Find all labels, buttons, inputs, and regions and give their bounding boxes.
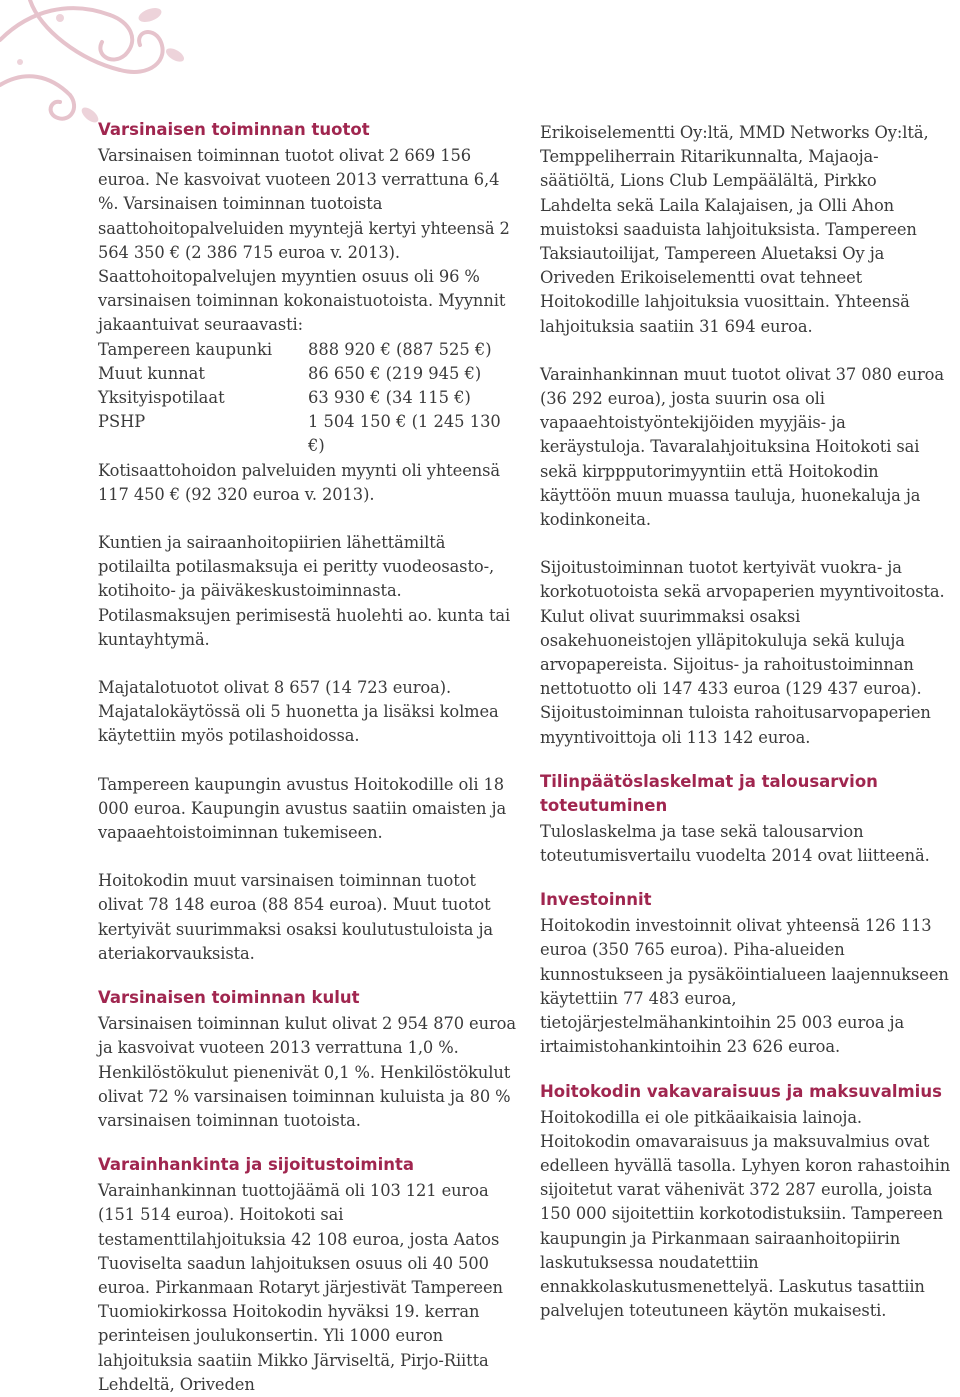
section-heading: Varainhankinta ja sijoitustoiminta bbox=[98, 1155, 415, 1175]
paragraph: Varsinaisen toiminnan kulut olivat 2 954 870 euroa ja kasvoivat vuoteen 2013 verrattuna 1,0 %. Henkilöstökulut pienenivät 0,1 %. Henkilöstökulut olivat 72 % varsinaisen toiminnan kuluista ja 80 % varsinaisen toiminnan tuotoista. bbox=[98, 1014, 516, 1130]
row-value: 1 504 150 € (1 245 130 €) bbox=[308, 412, 501, 456]
row-label: Muut kunnat bbox=[98, 363, 205, 383]
paragraph: Hoitokodilla ei ole pitkäaikaisia lainoja. Hoitokodin omavaraisuus ja maksuvalmius ovat edelleen hyvällä tasolla. Lyhyen koron rahastoihin sijoitetut varat vähenivät 372 287 eurolla, joista 150 000 sijoitettiin korkotodistuksiin. Tampereen kaupungin ja Pirkanmaan sairaanhoitopiirin laskutuksessa noudatettiin ennakkolaskutusmenettelyä. Laskutus tasattiin palvelujen toteutuneen käytön mukaisesti. bbox=[540, 1107, 951, 1321]
paragraph: Kotisaattohoidon palveluiden myynti oli yhteensä 117 450 € (92 320 euroa v. 2013). bbox=[98, 460, 500, 504]
section-heading: Tilinpäätöslaskelmat ja talousarvion toteutuminen bbox=[540, 771, 878, 815]
table-row bbox=[98, 338, 518, 362]
paragraph: Tuloslaskelma ja tase sekä talousarvion toteutumisvertailu vuodelta 2014 ovat liitteenä. bbox=[540, 821, 930, 866]
section-heading: Varsinaisen toiminnan tuotot bbox=[98, 120, 370, 139]
sales-breakdown-table bbox=[98, 338, 518, 459]
paragraph: Varainhankinnan muut tuotot olivat 37 080 euroa (36 292 euroa), josta suurin osa oli vapaaehtoistyöntekijöiden myyjäis- ja keräystuloja. Tavaralahjoituksina Hoitokoti sai sekä kirppputorimyyntiin että Hoitokodin käyttöön muun muassa tauluja, huonekaluja ja kodinkoneita. bbox=[540, 364, 944, 530]
section-heading: Varsinaisen toiminnan kulut bbox=[98, 988, 360, 1008]
paragraph: Hoitokodin investoinnit olivat yhteensä 126 113 euroa (350 765 euroa). Piha-alueiden kunnostukseen ja pysäköintialueen laajennukseen käytettiin 77 483 euroa, tietojärjestelmähankintoihin 25 003 euroa ja irtaimistohankintoihin 23 626 euroa. bbox=[540, 916, 949, 1057]
table-row bbox=[98, 362, 518, 386]
section-heading: Hoitokodin vakavaraisuus ja maksuvalmius bbox=[540, 1081, 942, 1101]
paragraph: Erikoiselementti Oy:ltä, MMD Networks Oy:ltä, Temppeliherrain Ritarikunnalta, Majaoja- säätiöltä, Lions Club Lempäälältä, Pirkko Lahdelta sekä Laila Kalajaisen, ja Olli Ahon muistoksi saaduista lahjoituksista. Tampereen Taksiautoilijat, Tampereen Aluetaksi Oy ja Oriveden Erikoiselementti ovat tehneet Hoitokodille lahjoituksia vuosittain. Yhteensä lahjoituksia saatiin 31 694 euroa. bbox=[540, 123, 929, 336]
paragraph: Hoitokodin muut varsinaisen toiminnan tuotot olivat 78 148 euroa (88 854 euroa). Muut tuotot kertyivät suurimmaksi osaksi koulutustuloista ja ateriakorvauksista. bbox=[98, 871, 494, 963]
row-value: 63 930 € (34 115 €) bbox=[308, 388, 471, 408]
paragraph: Varainhankinnan tuottojäämä oli 103 121 euroa (151 514 euroa). Hoitokoti sai testamenttilahjoituksia 42 108 euroa, josta Aatos Tuoviselta saadun lahjoituksen osuus oli 40 500 euroa. Pirkanmaan Rotaryt järjestivät Tampereen Tuomiokirkossa Hoitokodin hyväksi 19. kerran perinteisen joulukonsertin. Yli 1000 euron lahjoituksia saatiin Mikko Järviseltä, Pirjo-Riitta Lehdeltä, Oriveden bbox=[98, 1181, 503, 1394]
section-heading: Investoinnit bbox=[540, 890, 652, 910]
table-row bbox=[98, 386, 518, 410]
paragraph: Majatalotuotot olivat 8 657 (14 723 euroa). Majatalokäytössä oli 5 huonetta ja lisäksi kolmea käytettiin myös potilashoidossa. bbox=[98, 678, 499, 746]
table-row bbox=[98, 410, 518, 458]
row-value: 86 650 € (219 945 €) bbox=[308, 363, 482, 383]
row-label: Yksityispotilaat bbox=[98, 388, 225, 408]
paragraph: Varsinaisen toiminnan tuotot olivat 2 669 156 euroa. Ne kasvoivat vuoteen 2013 verrattuna 6,4 %. Varsinaisen toiminnan tuotoista saattohoitopalveluiden myyntejä kertyi yhteensä 2 564 350 € (2 386 715 euroa v. 2013). Saattohoitopalvelujen myyntien osuus oli 96 % varsinaisen toiminnan kokonaistuotoista. Myynnit jakaantuivat seuraavasti: bbox=[98, 146, 510, 335]
paragraph: Tampereen kaupungin avustus Hoitokodille oli 18 000 euroa. Kaupungin avustus saatiin omaisten ja vapaaehtoistoiminnan tukemiseen. bbox=[98, 774, 507, 843]
row-label: Tampereen kaupunki bbox=[98, 339, 273, 359]
paragraph: Sijoitustoiminnan tuotot kertyivät vuokra- ja korkotuotoista sekä arvopaperien myyntivoitosta. Kulut olivat suurimmaksi osaksi osakehuoneistojen ylläpitokuluja sekä kuluja arvopapereista. Sijoitus- ja rahoitustoiminnan nettotuotto oli 147 433 euroa (129 437 euroa). Sijoitustoiminnan tuloista rahoitusarvopaperien myyntivoittoja oli 113 142 euroa. bbox=[540, 558, 945, 747]
row-label: PSHP bbox=[98, 412, 146, 432]
paragraph: Kuntien ja sairaanhoitopiirien lähettämiltä potilailta potilasmaksuja ei peritty vuodeosasto-, kotihoito- ja päiväkeskustoiminnasta. Potilasmaksujen perimisestä huolehti ao. kunta tai kuntayhtymä. bbox=[98, 533, 511, 649]
right-column bbox=[540, 121, 952, 1323]
row-value: 888 920 € (887 525 €) bbox=[308, 339, 492, 359]
left-column bbox=[98, 118, 518, 1397]
